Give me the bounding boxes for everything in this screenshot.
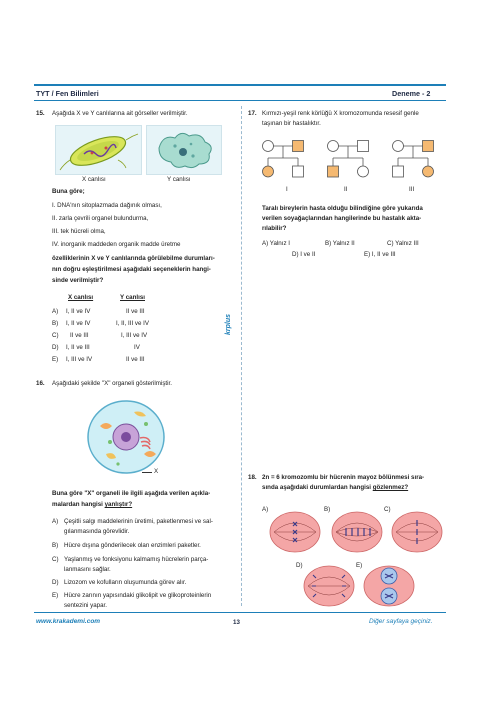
q16-number: 16. — [36, 380, 45, 387]
option-letter: A) — [52, 308, 59, 315]
option-x: I, II ve IV — [66, 320, 91, 327]
q17-option-c[interactable]: C) Yalnız III — [387, 240, 419, 247]
q17-question-line-2: verilen soyağaçlarından hangilerinde bu hastalık akta- — [262, 215, 422, 222]
cell-option-a-label[interactable]: A) — [262, 506, 269, 513]
cell-option-b-label[interactable]: B) — [324, 506, 331, 513]
q15-statement-1: I. DNA'nın sitoplazmada dağınık olması, — [52, 202, 162, 209]
amoeba-illustration — [147, 126, 221, 174]
q18-prompt-text: sında aşağıdaki durumlardan hangisi — [262, 484, 373, 491]
cell-option-d[interactable] — [302, 564, 356, 608]
x-organelle-label: X — [154, 468, 159, 475]
option-letter: C) — [52, 332, 59, 339]
q17-option-d[interactable]: D) I ve II — [292, 251, 316, 258]
cell-option-d-label[interactable]: D) — [296, 562, 303, 569]
cell-option-e[interactable] — [362, 564, 416, 608]
option-x: II ve III — [70, 332, 89, 339]
q16-question-line-2 — [52, 501, 132, 509]
q16-question-emphasis: yanlıştır? — [104, 501, 133, 508]
q18-prompt-line-2 — [262, 484, 408, 492]
q15-block — [36, 110, 45, 118]
q16-question-text: malardan hangisi — [52, 501, 105, 508]
q15-statement-4: IV. inorganik maddeden organik madde üretme — [52, 241, 181, 248]
footer-url-link[interactable]: www.krakademi.com — [36, 618, 101, 625]
q17-prompt-line-1: Kırmızı-yeşil renk körlüğü X kromozomunda resesif genle — [262, 110, 419, 117]
option-letter: B) — [52, 542, 59, 549]
option-y: IV — [134, 344, 140, 351]
option-letter: D) — [52, 344, 59, 351]
cell-option-c[interactable] — [390, 510, 444, 554]
option-text-2: lanmasını sağlar. — [64, 566, 111, 573]
option-letter: E) — [52, 592, 59, 599]
option-x: I, II ve IV — [66, 308, 91, 315]
q15-question-line-2: nın doğru eşleştirilmesi aşağıdaki seçeneklerin hangi- — [52, 266, 211, 273]
pedigree-diagrams — [258, 134, 458, 194]
option-text-1: Çeşitli salgı maddelerinin üretimi, paketlenmesi ve sal- — [64, 518, 213, 525]
option-letter: A) — [52, 518, 59, 525]
cell-option-a[interactable] — [268, 510, 322, 554]
option-letter: B) — [52, 320, 59, 327]
option-text-1: Yaşlanmış ve fonksiyonu kalmamış hücrelerin parça- — [64, 556, 209, 563]
q15-statement-2: II. zarla çevrili organel bulundurma, — [52, 215, 149, 222]
header-left-title: TYT / Fen Bilimleri — [36, 89, 99, 98]
option-y: II ve III — [126, 356, 145, 363]
cell-option-c-label[interactable]: C) — [384, 506, 391, 513]
option-letter: C) — [52, 556, 59, 563]
pedigree-II — [328, 141, 369, 178]
q15-question-line-1: özelliklerinin X ve Y canlılarında görülebilme durumları- — [52, 255, 215, 262]
side-logo — [225, 313, 255, 335]
cell-option-e-label[interactable]: E) — [356, 562, 363, 569]
q17-question-line-1: Taralı bireylerin hasta olduğu bilindiğine göre yukarıda — [262, 205, 423, 212]
header-rule-top — [34, 84, 446, 86]
q15-col-header-x: X canlısı — [68, 294, 94, 301]
q17-option-e[interactable]: E) I, II ve III — [364, 251, 396, 258]
option-y: I, III ve IV — [121, 332, 148, 339]
option-text-2: sentezini yapar. — [64, 602, 107, 609]
q17-prompt-line-2: taşınan bir hastalıktır. — [262, 120, 321, 127]
pedigree-I — [263, 141, 304, 178]
header-rule-bottom — [34, 100, 446, 101]
footer-next-page-hint: Diğer sayfaya geçiniz. — [369, 618, 433, 625]
footer-rule — [34, 612, 446, 613]
q15-question-line-3: sinde verilmiştir? — [52, 277, 104, 284]
option-letter: D) — [52, 579, 59, 586]
animal-cell-image — [86, 398, 166, 476]
header-right-title: Deneme - 2 — [392, 89, 431, 98]
q17-question-line-3: rılabilir? — [262, 225, 287, 232]
option-letter: E) — [52, 356, 59, 363]
x-organism-label: X canlısı — [82, 176, 106, 183]
q16-question-line-1: Buna göre "X" organeli ile ilgili aşağıda verilen açıkla- — [52, 490, 211, 497]
q15-prompt: Aşağıda X ve Y canlılarına ait görseller verilmiştir. — [52, 110, 188, 117]
q15-number: 15. — [36, 110, 45, 117]
option-x: I, III ve IV — [66, 356, 93, 363]
q15-statement-3: III. tek hücreli olma, — [52, 228, 106, 235]
x-pointer-line — [142, 472, 152, 473]
q18-number: 18. — [248, 474, 257, 481]
x-organism-image — [55, 125, 142, 175]
option-y: II ve III — [126, 308, 145, 315]
side-logo-text: krplus — [225, 313, 232, 335]
q15-col-header-y: Y canlısı — [120, 294, 145, 301]
option-text-1: Hücre dışına gönderilecek olan enzimleri paketler. — [64, 542, 201, 549]
q17-option-a[interactable]: A) Yalnız I — [262, 240, 290, 247]
q17-option-b[interactable]: B) Yalnız II — [325, 240, 355, 247]
pedigree-III — [393, 141, 434, 178]
q17-number: 17. — [248, 110, 257, 117]
option-y: I, II, III ve IV — [116, 320, 150, 327]
y-organism-image — [146, 125, 222, 175]
pedigree-label-II: II — [344, 186, 348, 193]
option-text-1: Lizozom ve kofulların oluşumunda görev alır. — [64, 579, 187, 586]
option-text-2: gılanmasında görevlidir. — [64, 528, 130, 535]
pedigree-label-III: III — [409, 186, 415, 193]
animal-cell-illustration — [86, 398, 166, 476]
bacterium-illustration — [56, 126, 141, 174]
y-organism-label: Y canlısı — [167, 176, 191, 183]
option-x: I, II ve III — [66, 344, 90, 351]
pedigree-label-I: I — [286, 186, 288, 193]
q16-prompt: Aşağıdaki şekilde "X" organeli gösterilmiştir. — [52, 380, 172, 387]
q18-prompt-line-1: 2n = 6 kromozomlu bir hücrenin mayoz bölünmesi sıra- — [262, 474, 425, 481]
cell-option-b[interactable] — [330, 510, 384, 554]
column-divider — [241, 106, 242, 606]
footer-page-number: 13 — [233, 619, 240, 626]
q18-prompt-emphasis: gözlenmez? — [372, 484, 409, 491]
q15-given: Buna göre; — [52, 188, 85, 195]
option-text-1: Hücre zarının yapısındaki glikolipit ve glikoproteinlerin — [64, 592, 212, 599]
